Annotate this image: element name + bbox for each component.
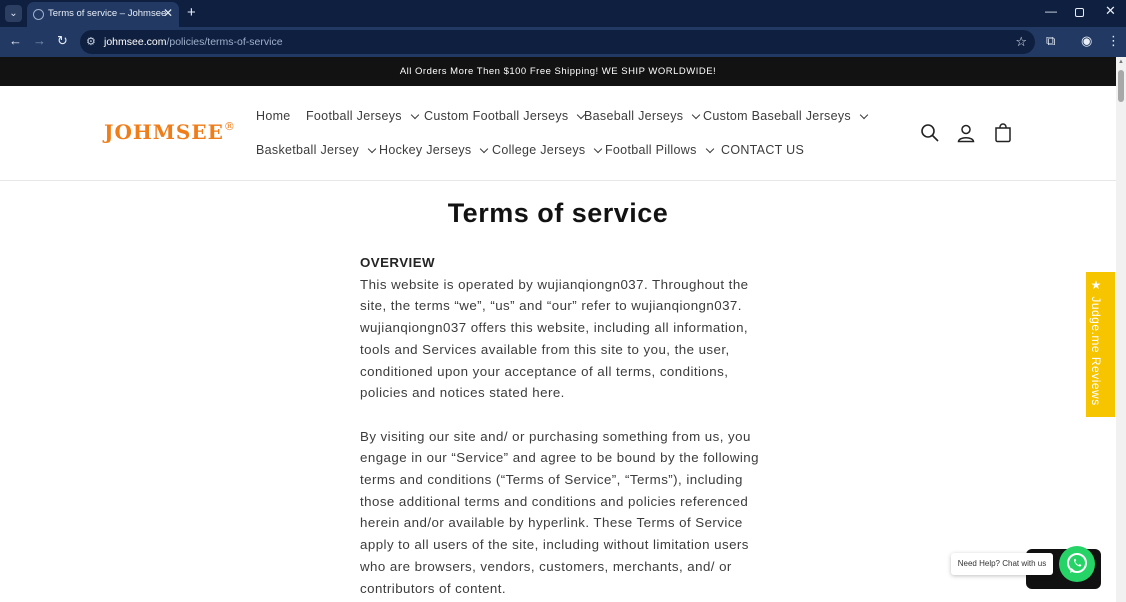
extensions-icon[interactable]: ⧉: [1046, 33, 1056, 48]
chevron-down-icon: [480, 145, 488, 153]
account-icon[interactable]: [956, 123, 976, 143]
policy-paragraph: This website is operated by wujianqiongn037. Throughout the site, the terms “we”, “us” and “our” refer to wujianqiongn037. wujianqiongn037 offers this website, including all information, tools and Services available from this site to you, the user, conditioned upon your acceptance of all terms, conditions, policies and notices stated here.: [360, 276, 749, 401]
page-scrollbar[interactable]: [1116, 57, 1126, 602]
reload-icon[interactable]: ↻: [57, 33, 68, 48]
menu-kebab-icon[interactable]: ⋮: [1107, 33, 1120, 48]
whatsapp-icon: [1059, 546, 1095, 582]
chat-prompt-bubble[interactable]: Need Help? Chat with us: [951, 553, 1053, 575]
search-icon[interactable]: [920, 123, 940, 143]
tab-title: Terms of service – Johmsee: [48, 8, 167, 19]
browser-tab[interactable]: [27, 2, 179, 27]
chevron-down-icon: [692, 111, 700, 119]
chevron-down-icon: [594, 145, 602, 153]
scroll-thumb[interactable]: [1118, 70, 1124, 102]
nav-basketball-jersey[interactable]: Basketball Jersey: [256, 143, 375, 157]
chevron-down-icon: [368, 145, 376, 153]
overview-heading: OVERVIEW: [360, 255, 436, 270]
judgeme-reviews-tab[interactable]: [1086, 272, 1115, 417]
tab-search-button[interactable]: ⌄: [5, 5, 22, 22]
scroll-up-arrow-icon[interactable]: ▲: [1118, 59, 1124, 65]
nav-baseball-jerseys[interactable]: Baseball Jerseys: [584, 109, 699, 123]
policy-paragraph: By visiting our site and/ or purchasing something from us, you engage in our “Service” and agree to be bound by the following terms and conditions (“Terms of Service”, “Terms”), including those additional terms and conditions and policies referenced herein and/or available by hyperlink. These Terms of Service apply to all users of the site, including without limitation users who are browsers, vendors, customers, merchants, and/ or contributors of content.: [360, 428, 759, 596]
nav-contact-us[interactable]: CONTACT US: [721, 143, 805, 157]
bookmark-star-icon[interactable]: ☆: [1015, 34, 1027, 49]
window-close-button[interactable]: ✕: [1105, 3, 1116, 18]
minimize-button[interactable]: —: [1045, 4, 1057, 18]
chevron-down-icon: [860, 111, 868, 119]
globe-icon: [33, 9, 44, 20]
back-icon[interactable]: ←: [9, 33, 22, 48]
browser-tabbar: [0, 0, 1126, 27]
announcement-bar: All Orders More Then $100 Free Shipping! WE SHIP WORLDWIDE!: [0, 57, 1116, 86]
chevron-down-icon: [705, 145, 713, 153]
profile-icon[interactable]: ◉: [1081, 33, 1093, 48]
store-logo[interactable]: JOHMSEE®: [104, 120, 236, 144]
forward-icon[interactable]: →: [33, 33, 46, 48]
site-info-icon[interactable]: ⚙: [86, 36, 96, 48]
nav-home[interactable]: Home: [256, 109, 291, 123]
nav-hockey-jerseys[interactable]: Hockey Jerseys: [379, 143, 487, 157]
page-title: Terms of service: [447, 198, 669, 228]
cart-icon[interactable]: [993, 123, 1013, 143]
url-text[interactable]: johmsee.com/policies/terms-of-service: [104, 36, 283, 48]
site-header: [0, 86, 1116, 181]
nav-custom-football-jerseys[interactable]: Custom Football Jerseys: [424, 109, 584, 123]
nav-custom-baseball-jerseys[interactable]: Custom Baseball Jerseys: [703, 109, 867, 123]
new-tab-button[interactable]: +: [187, 4, 196, 21]
chevron-down-icon: [411, 111, 419, 119]
close-tab-icon[interactable]: ✕: [162, 6, 173, 20]
nav-football-pillows[interactable]: Football Pillows: [605, 143, 713, 157]
whatsapp-chat-button[interactable]: [1059, 546, 1095, 582]
restore-button[interactable]: [1075, 8, 1084, 17]
nav-college-jerseys[interactable]: College Jerseys: [492, 143, 601, 157]
address-bar[interactable]: [80, 30, 1035, 54]
browser-toolbar: [0, 27, 1126, 57]
judgeme-label: ★ Judge.me Reviews: [1089, 278, 1103, 406]
nav-football-jerseys[interactable]: Football Jerseys: [306, 109, 418, 123]
policy-body: [360, 252, 760, 602]
